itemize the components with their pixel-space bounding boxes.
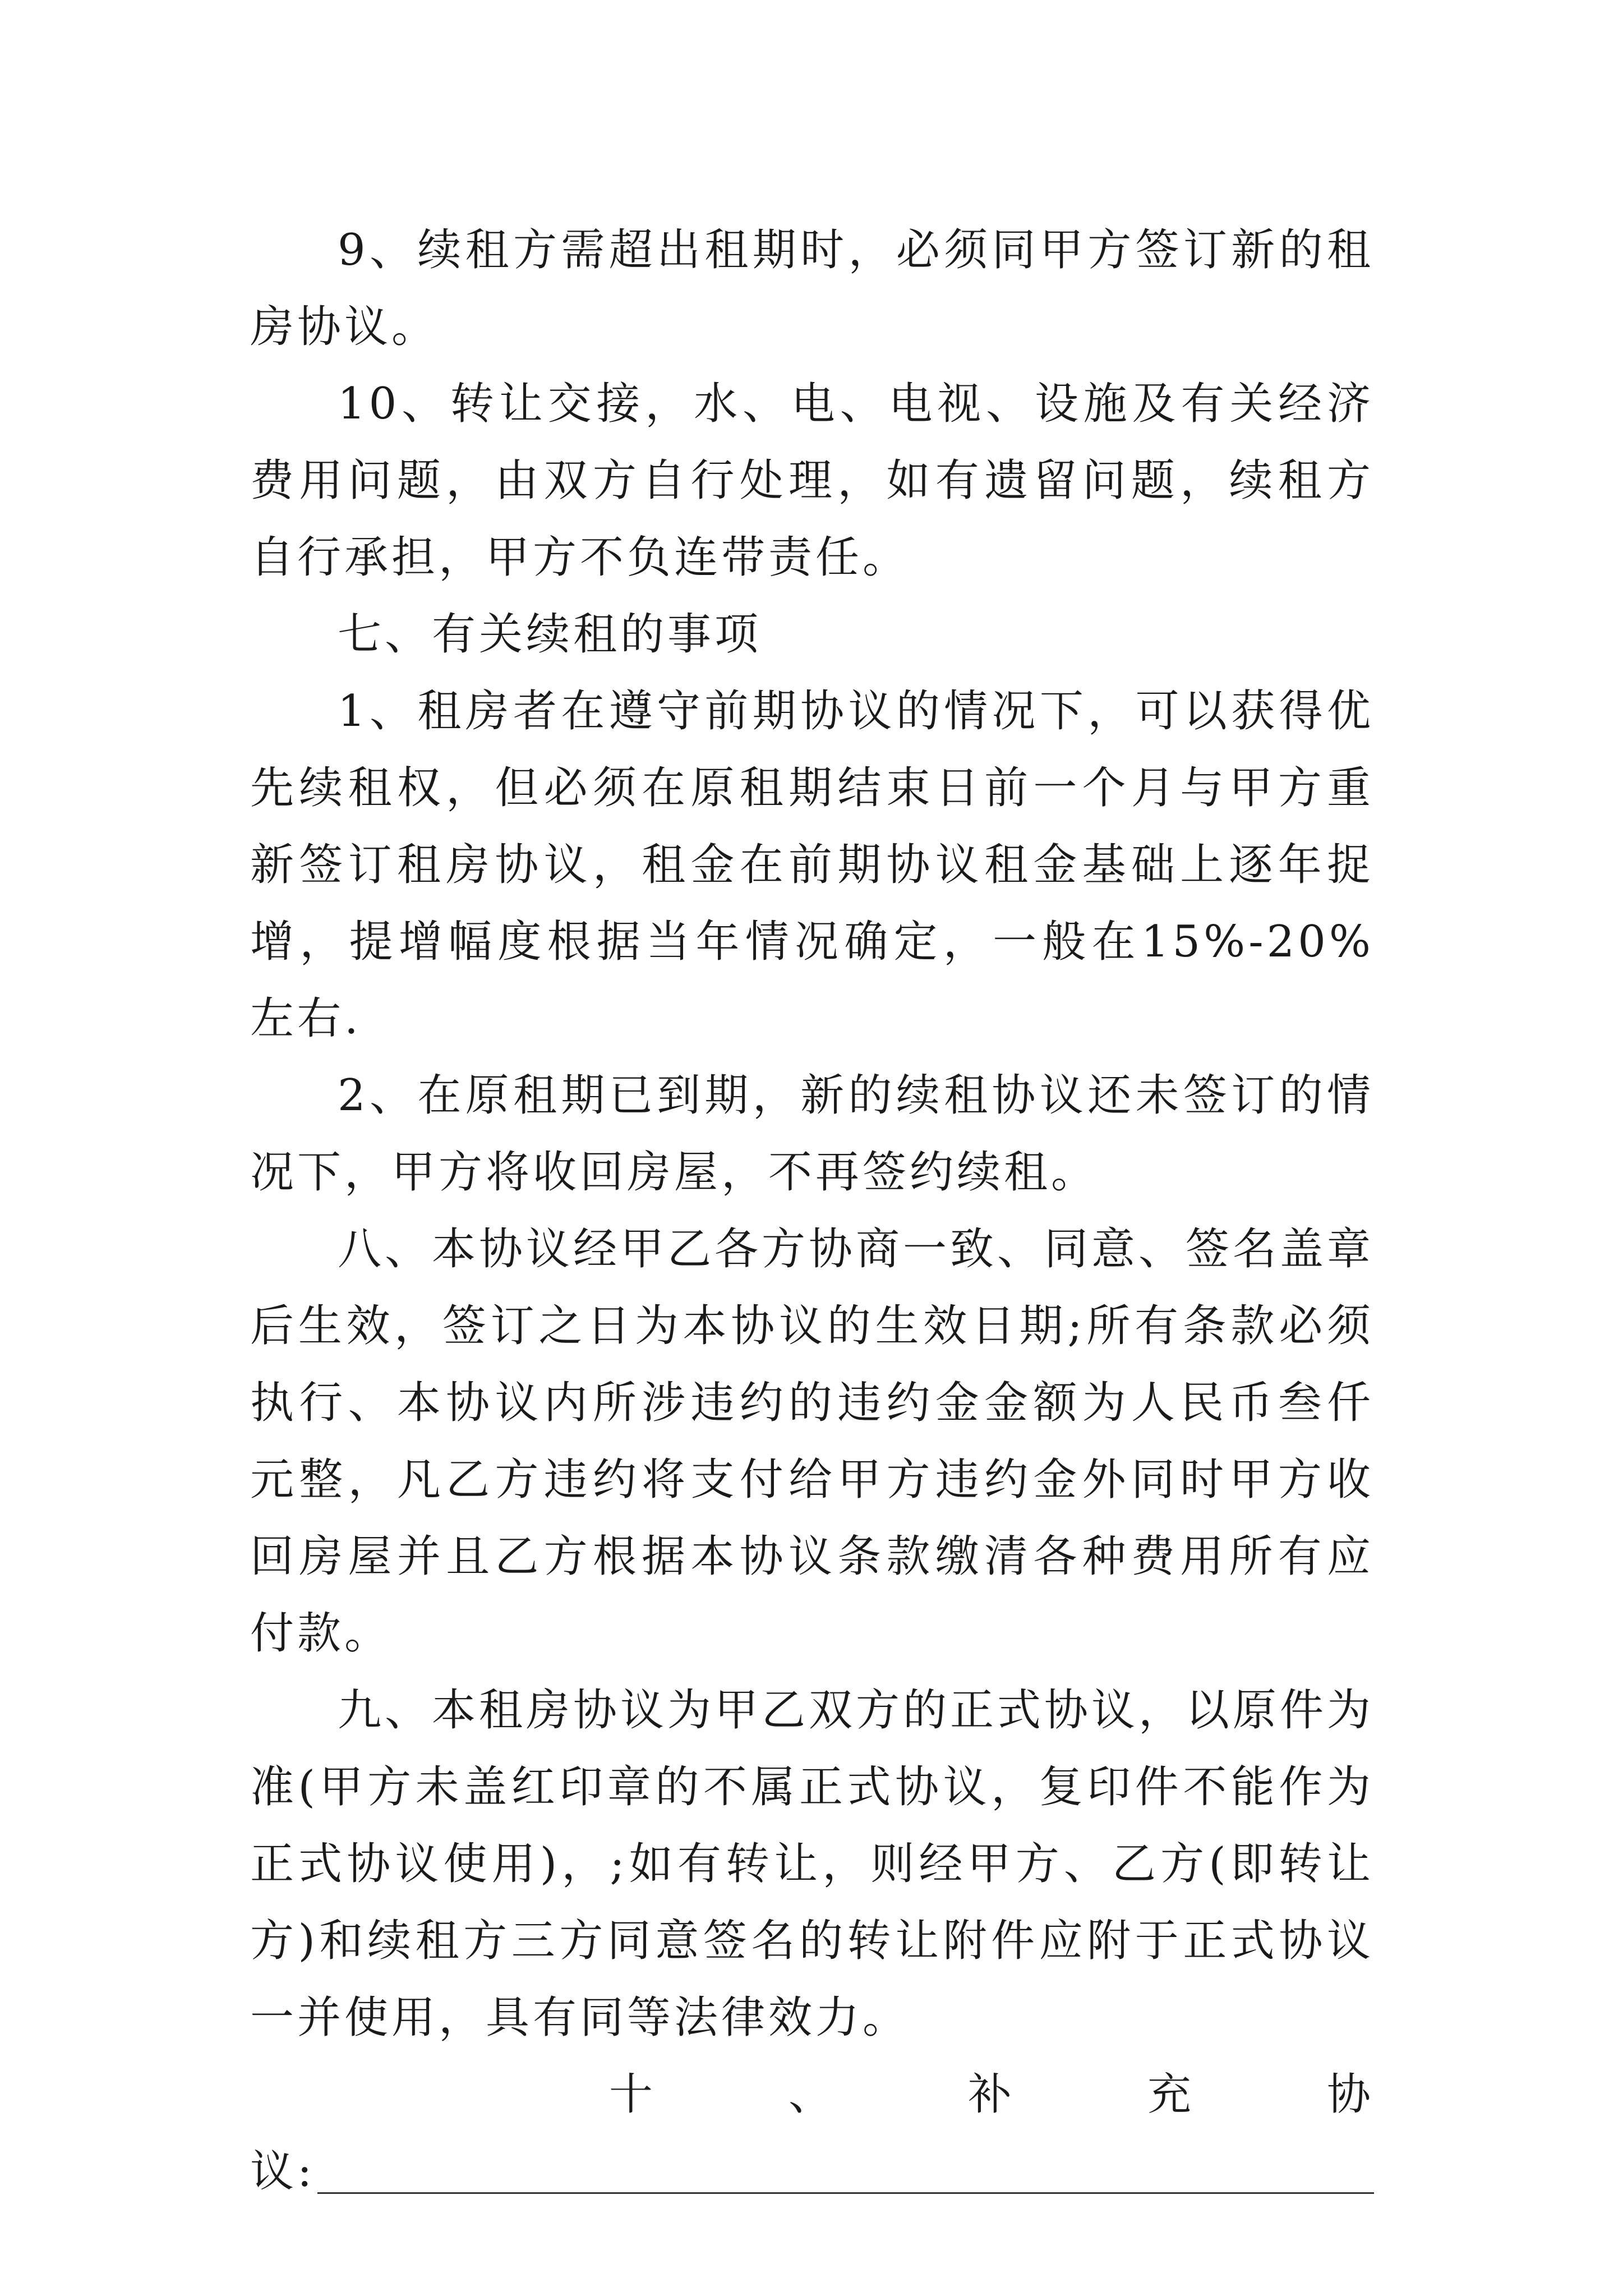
- supplement-heading-char: 充: [1147, 2069, 1195, 2120]
- supplement-heading-char: 十: [609, 2069, 657, 2120]
- section-8-clause: 八、本协议经甲乙各方协商一致、同意、签名盖章后生效，签订之日为本协议的生效日期;所有条款必须执行、本协议内所涉违约的违约金金额为人民币叁仟元整，凡乙方违约将支付给甲方违约金外同时甲方收回房屋并且乙方根据本协议条款缴清各种费用所有应付款。: [250, 1224, 1375, 1659]
- renewal-clause-1: 1、租房者在遵守前期协议的情况下，可以获得优先续租权，但必须在原租期结束日前一个月与甲方重新签订租房协议，租金在前期协议租金基础上逐年捉增，提增幅度根据当年情况确定，一般在15%-20%左右.: [250, 686, 1374, 1044]
- section-9-clause: 九、本租房协议为甲乙双方的正式协议，以原件为准(甲方未盖红印章的不属正式协议，复印件不能作为正式协议使用)，;如有转让，则经甲方、乙方(即转让方)和续租方三方同意签名的转让附件应附于正式协议一并使用，具有同等法律效力。: [250, 1685, 1375, 2043]
- clause-10: 10、转让交接，水、电、电视、设施及有关经济费用问题，由双方自行处理，如有遗留问题，续租方自行承担，甲方不负连带责任。: [250, 379, 1374, 583]
- document-body: [250, 212, 1374, 2210]
- supplement-label: 议:: [250, 2146, 316, 2197]
- section-7-heading: 七、有关续租的事项: [338, 609, 762, 660]
- supplement-heading-char: 、: [788, 2069, 836, 2120]
- supplement-heading: [250, 2056, 1374, 2133]
- supplement-blank-line[interactable]: [317, 2192, 1374, 2194]
- supplement-heading-char: 补: [967, 2069, 1015, 2120]
- renewal-clause-2: 2、在原租期已到期，新的续租协议还未签订的情况下，甲方将收回房屋，不再签约续租。: [250, 1070, 1374, 1198]
- supplement-line: [250, 2133, 1374, 2210]
- supplement-heading-char: 协: [1326, 2069, 1374, 2120]
- clause-9: 9、续租方需超出租期时，必须同甲方签订新的租房协议。: [250, 225, 1374, 352]
